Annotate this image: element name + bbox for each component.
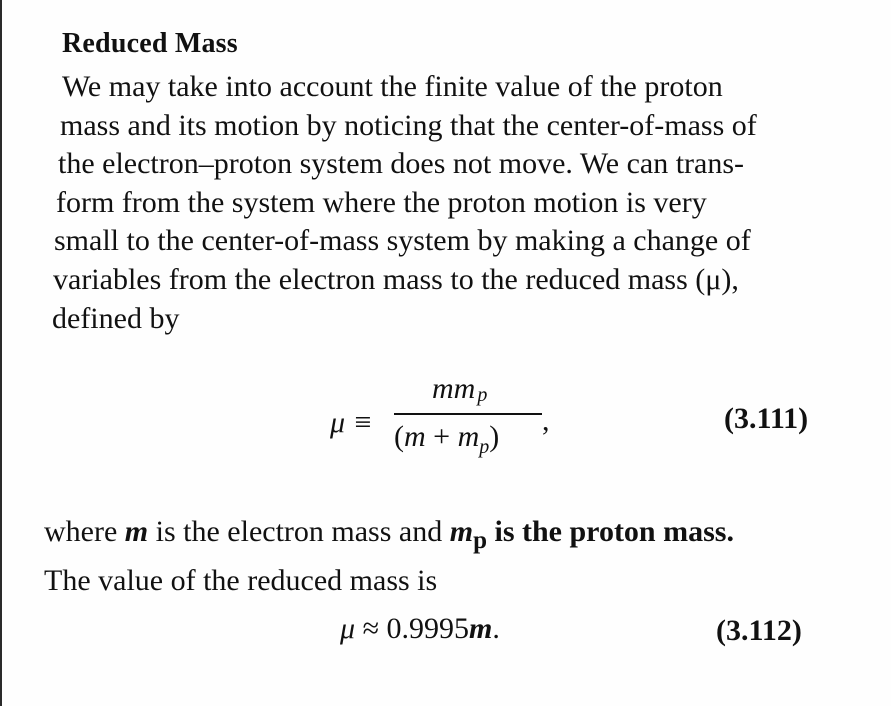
section-title: Reduced Mass xyxy=(62,28,238,59)
paragraph-line: where m is the electron mass and $m_p$ is the proton mass. xyxy=(44,515,734,554)
fraction-denominator: $(m + m_p)$ xyxy=(394,420,500,458)
proton-mass-subscript: p xyxy=(473,527,487,554)
paragraph-intro xyxy=(50,68,836,338)
equation-reduced-mass-value: μ ≈ 0.9995m. xyxy=(340,612,500,645)
paragraph-line: variables from the electron mass to the reduced mass (μ), xyxy=(53,262,739,296)
paragraph-reduced-mass-value xyxy=(44,512,844,601)
paragraph-line: the electron–proton system does not move. We can trans- xyxy=(58,147,745,181)
paragraph-line: defined by xyxy=(52,301,180,335)
paragraph-line: small to the center-of-mass system by making a change of xyxy=(54,224,751,258)
fraction-bar xyxy=(394,413,542,415)
paragraph-line: We may take into account the finite value of the proton xyxy=(62,70,723,103)
paragraph-line: mass and its motion by noticing that the center-of-mass of xyxy=(60,108,757,142)
equation-lhs: μ ≡ xyxy=(330,406,373,439)
equation-number-3-111: (3.111) xyxy=(724,402,809,435)
equation-number-3-112: (3.112) xyxy=(716,614,802,647)
paragraph-line: The value of the reduced mass is xyxy=(44,564,438,597)
page-edge-rule xyxy=(0,0,2,706)
paragraph-line: form from the system where the proton motion is very xyxy=(56,185,707,219)
equation-comma: , xyxy=(542,404,550,437)
fraction-numerator: mm $_p$ xyxy=(432,372,488,406)
denominator-subscript: p xyxy=(479,436,490,458)
numerator-subscript: p xyxy=(477,384,488,406)
